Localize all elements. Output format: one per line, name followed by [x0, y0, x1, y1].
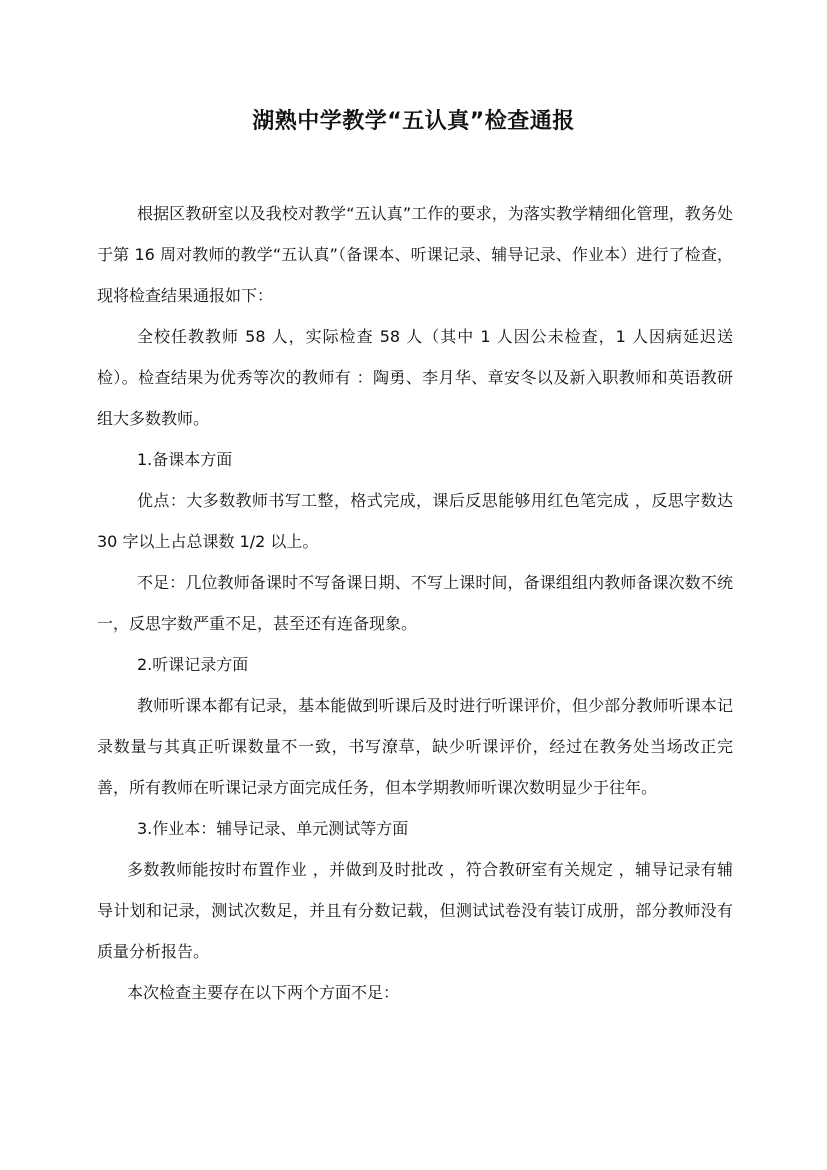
paragraph-observation: 教师听课本都有记录，基本能做到听课后及时进行听课评价，但少部分教师听课本记录数量与其真正听课数量不一致，书写潦草，缺少听课评价，经过在教务处当场改正完善，所有教师在听课记录方面完成任务，但本学期教师听课次数明显少于往年。: [97, 696, 733, 797]
section-heading-homework: 3.作业本：辅导记录、单元测试等方面: [137, 819, 409, 838]
paragraph-summary: 全校任教教师 58 人，实际检查 58 人（其中 1 人因公未检查，1 人因病延迟送检）。检查结果为优秀等次的教师有 ：陶勇、李月华、章安冬以及新入职教师和英语教研组大多数教师。: [97, 327, 733, 428]
paragraph-homework: 多数教师能按时布置作业 ，并做到及时批改 ，符合教研室有关规定 ，辅导记录有辅导计划和记录，测试次数足，并且有分数记载，但测试试卷没有装订成册，部分教师没有质量分析报告。: [97, 860, 733, 961]
paragraph-weaknesses: 不足：几位教师备课时不写备课日期、不写上课时间，备课组组内教师备课次数不统一，反思字数严重不足，甚至还有连备现象。: [97, 573, 733, 633]
document-title: 湖熟中学教学“五认真”检查通报: [252, 109, 575, 134]
paragraph-intro: 根据区教研室以及我校对教学“五认真”工作的要求，为落实教学精细化管理，教务处于第 16 周对教师的教学“五认真”（备课本、听课记录、辅导记录、作业本）进行了检查，现将检查结果通报如下：: [97, 204, 733, 305]
document-body: [97, 193, 733, 1013]
section-heading-lesson-plans: 1.备课本方面: [137, 450, 233, 469]
section-heading-observation-records: 2.听课记录方面: [137, 655, 249, 674]
paragraph-strengths: 优点：大多数教师书写工整，格式完成，课后反思能够用红色笔完成 ，反思字数达 30 字以上占总课数 1/2 以上。: [97, 491, 733, 551]
paragraph-shortcomings-intro: 本次检查主要存在以下两个方面不足：: [127, 983, 400, 1002]
